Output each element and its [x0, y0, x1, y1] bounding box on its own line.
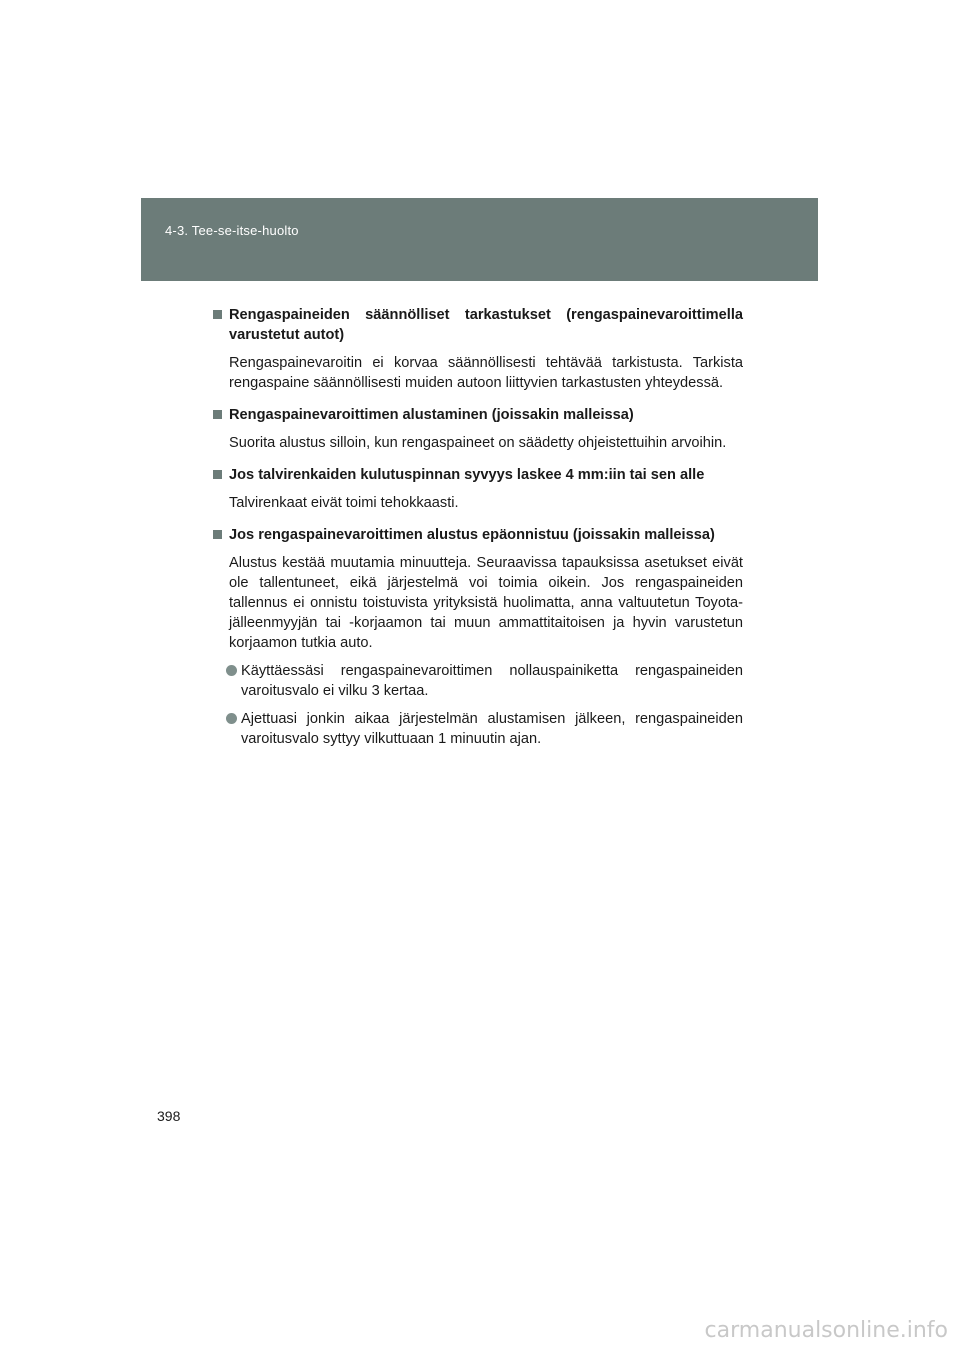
page-number: 398	[157, 1108, 181, 1124]
section-initialization-failure	[213, 525, 743, 749]
section-heading	[213, 525, 743, 545]
heading-text: Jos talvirenkaiden kulutuspinnan syvyys laskee 4 mm:iin tai sen alle	[229, 467, 705, 483]
section-body: Talvirenkaat eivät toimi tehokkaasti.	[229, 495, 459, 511]
list-item-text: Ajettuasi jonkin aikaa järjestelmän alustamisen jälkeen, rengaspaineiden varoitusvalo syttyy vilkuttuaan 1 minuutin ajan.	[241, 711, 743, 747]
section-header-band	[141, 198, 818, 281]
section-body: Rengaspainevaroitin ei korvaa säännöllisesti tehtävää tarkistusta. Tarkista rengaspaine säännöllisesti muiden autoon liittyvien tarkastusten yhteydessä.	[229, 355, 743, 391]
section-body: Suorita alustus silloin, kun rengaspaineet on säädetty ohjeistettuihin arvoihin.	[229, 435, 727, 451]
section-initialization	[213, 405, 743, 453]
square-bullet-icon	[213, 310, 222, 319]
page-content	[213, 305, 743, 761]
section-heading	[213, 465, 743, 485]
square-bullet-icon	[213, 470, 222, 479]
square-bullet-icon	[213, 410, 222, 419]
square-bullet-icon	[213, 530, 222, 539]
list-item	[213, 709, 743, 749]
list-item	[213, 661, 743, 701]
circle-bullet-icon	[226, 713, 237, 724]
watermark: carmanualsonline.info	[704, 1318, 948, 1343]
section-heading	[213, 305, 743, 345]
circle-bullet-icon	[226, 665, 237, 676]
section-heading	[213, 405, 743, 425]
section-winter-tires	[213, 465, 743, 513]
section-body: Alustus kestää muutamia minuutteja. Seuraavissa tapauksissa asetukset eivät ole tallentuneet, eikä järjestelmä voi toimia oikein. Jos rengaspaineiden tallennus ei onnistu toistuvista yrityksistä huolimatta, anna valtuutetun Toyota-jälleenmyyjän tai -korjaamon tai muun ammattitaitoisen ja hyvin varustetun korjaamon tutkia auto.	[229, 555, 743, 651]
heading-text: Rengaspainevaroittimen alustaminen (joissakin malleissa)	[229, 407, 634, 423]
heading-text: Rengaspaineiden säännölliset tarkastukset (rengaspainevaroittimella varustetut autot)	[229, 307, 743, 343]
heading-text: Jos rengaspainevaroittimen alustus epäonnistuu (joissakin malleissa)	[229, 527, 715, 543]
list-item-text: Käyttäessäsi rengaspainevaroittimen nollauspainiketta rengaspaineiden varoitusvalo ei vilku 3 kertaa.	[241, 663, 743, 699]
section-label: 4-3. Tee-se-itse-huolto	[165, 223, 299, 238]
section-regular-checks	[213, 305, 743, 393]
